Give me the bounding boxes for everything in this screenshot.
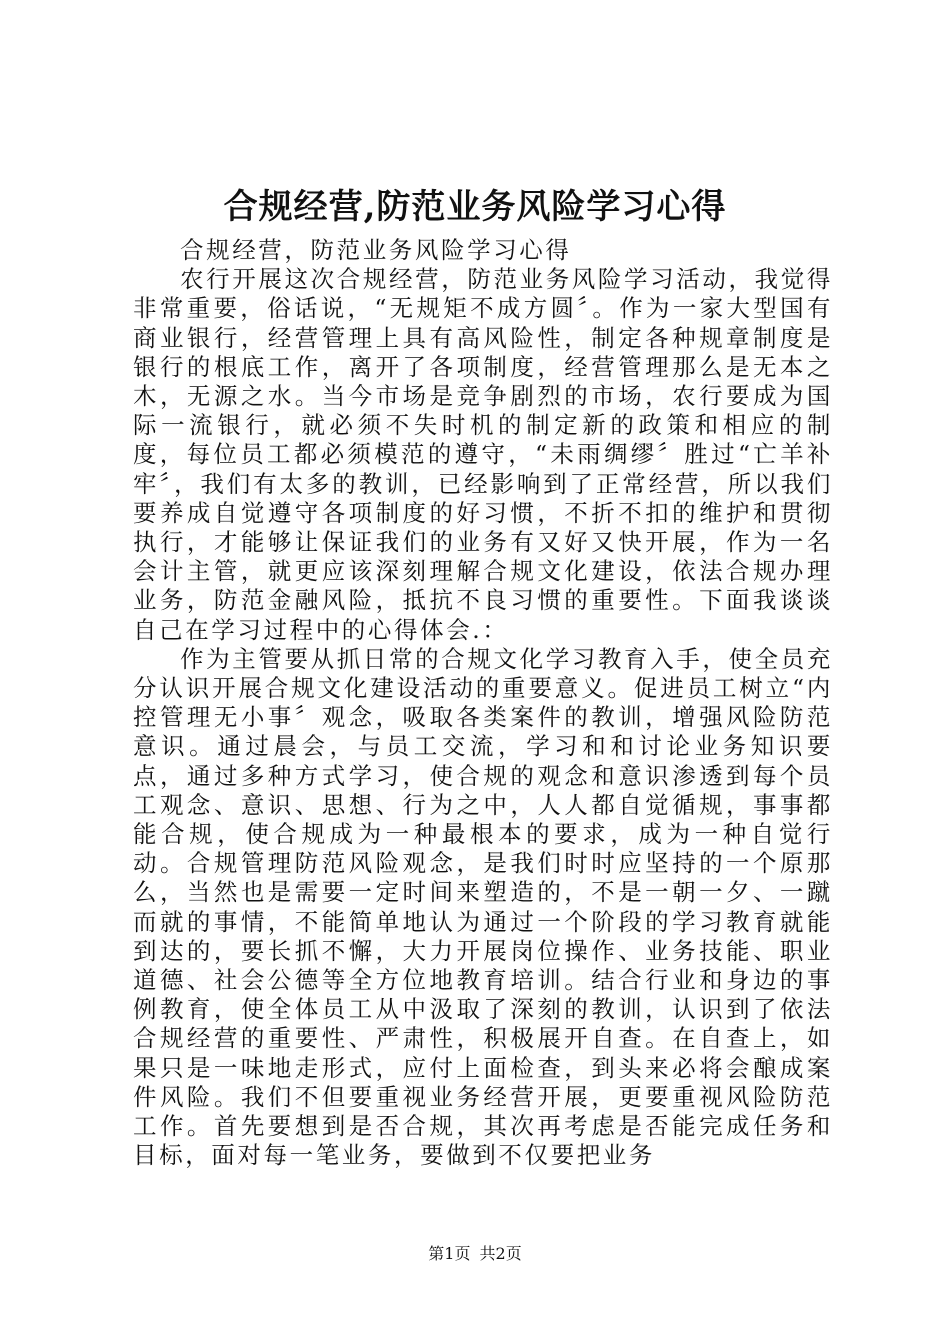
document-title: 合规经营,防范业务风险学习心得: [223, 187, 727, 227]
body-paragraph-2: 作为主管要从抓日常的合规文化学习教育入手，使全员充分认识开展合规文化建设活动的重要意义。促进员工树立“内控管理无小事〞观念，吸取各类案件的教训，增强风险防范意识。通过晨会，与员工交流，学习和和讨论业务知识要点，通过多种方式学习，使合规的观念和意识渗透到每个员工观念、意识、思想、行为之中，人人都自觉循规，事事都能合规，使合规成为一种最根本的要求，成为一种自觉行动。合规管理防范风险观念，是我们时时应坚持的一个原那么，当然也是需要一定时间来塑造的，不是一朝一夕、一蹴而就的事情，不能简单地认为通过一个阶段的学习教育就能到达的，要长抓不懈，大力开展岗位操作、业务技能、职业道德、社会公德等全方位地教育培训。结合行业和身边的事例教育，使全体员工从中汲取了深刻的教训，认识到了依法合规经营的重要性、严肃性，积极展开自查。在自查上，如果只是一味地走形式，应付上面检查，到头来必将会酿成案件风险。我们不但要重视业务经营开展，更要重视风险防范工作。首先要想到是否合规，其次再考虑是否能完成任务和目标，面对每一笔业务，要做到不仅要把业务: [133, 644, 833, 1170]
page-number: 第1页: [428, 1244, 471, 1263]
page-total: 共2页: [479, 1244, 522, 1263]
page-footer: [0, 1244, 950, 1264]
document-body: [133, 236, 833, 1171]
body-paragraph-1: 农行开展这次合规经营，防范业务风险学习活动，我觉得非常重要，俗话说，“无规矩不成方圆〞。作为一家大型国有商业银行，经营管理上具有高风险性，制定各种规章制度是银行的根底工作，离开了各项制度，经营管理那么是无本之木，无源之水。当今市场是竞争剧烈的市场，农行要成为国际一流银行，就必须不失时机的制定新的政策和相应的制度，每位员工都必须模范的遵守，“未雨绸缪〞胜过“亡羊补牢〞，我们有太多的教训，已经影响到了正常经营，所以我们要养成自觉遵守各项制度的好习惯，不折不扣的维护和贯彻执行，才能够让保证我们的业务有又好又快开展，作为一名会计主管，就更应该深刻理解合规文化建设，依法合规办理业务，防范金融风险，抵抗不良习惯的重要性。下面我谈谈自己在学习过程中的心得体会.：: [133, 265, 833, 644]
body-paragraph-subtitle: 合规经营，防范业务风险学习心得: [180, 236, 572, 264]
